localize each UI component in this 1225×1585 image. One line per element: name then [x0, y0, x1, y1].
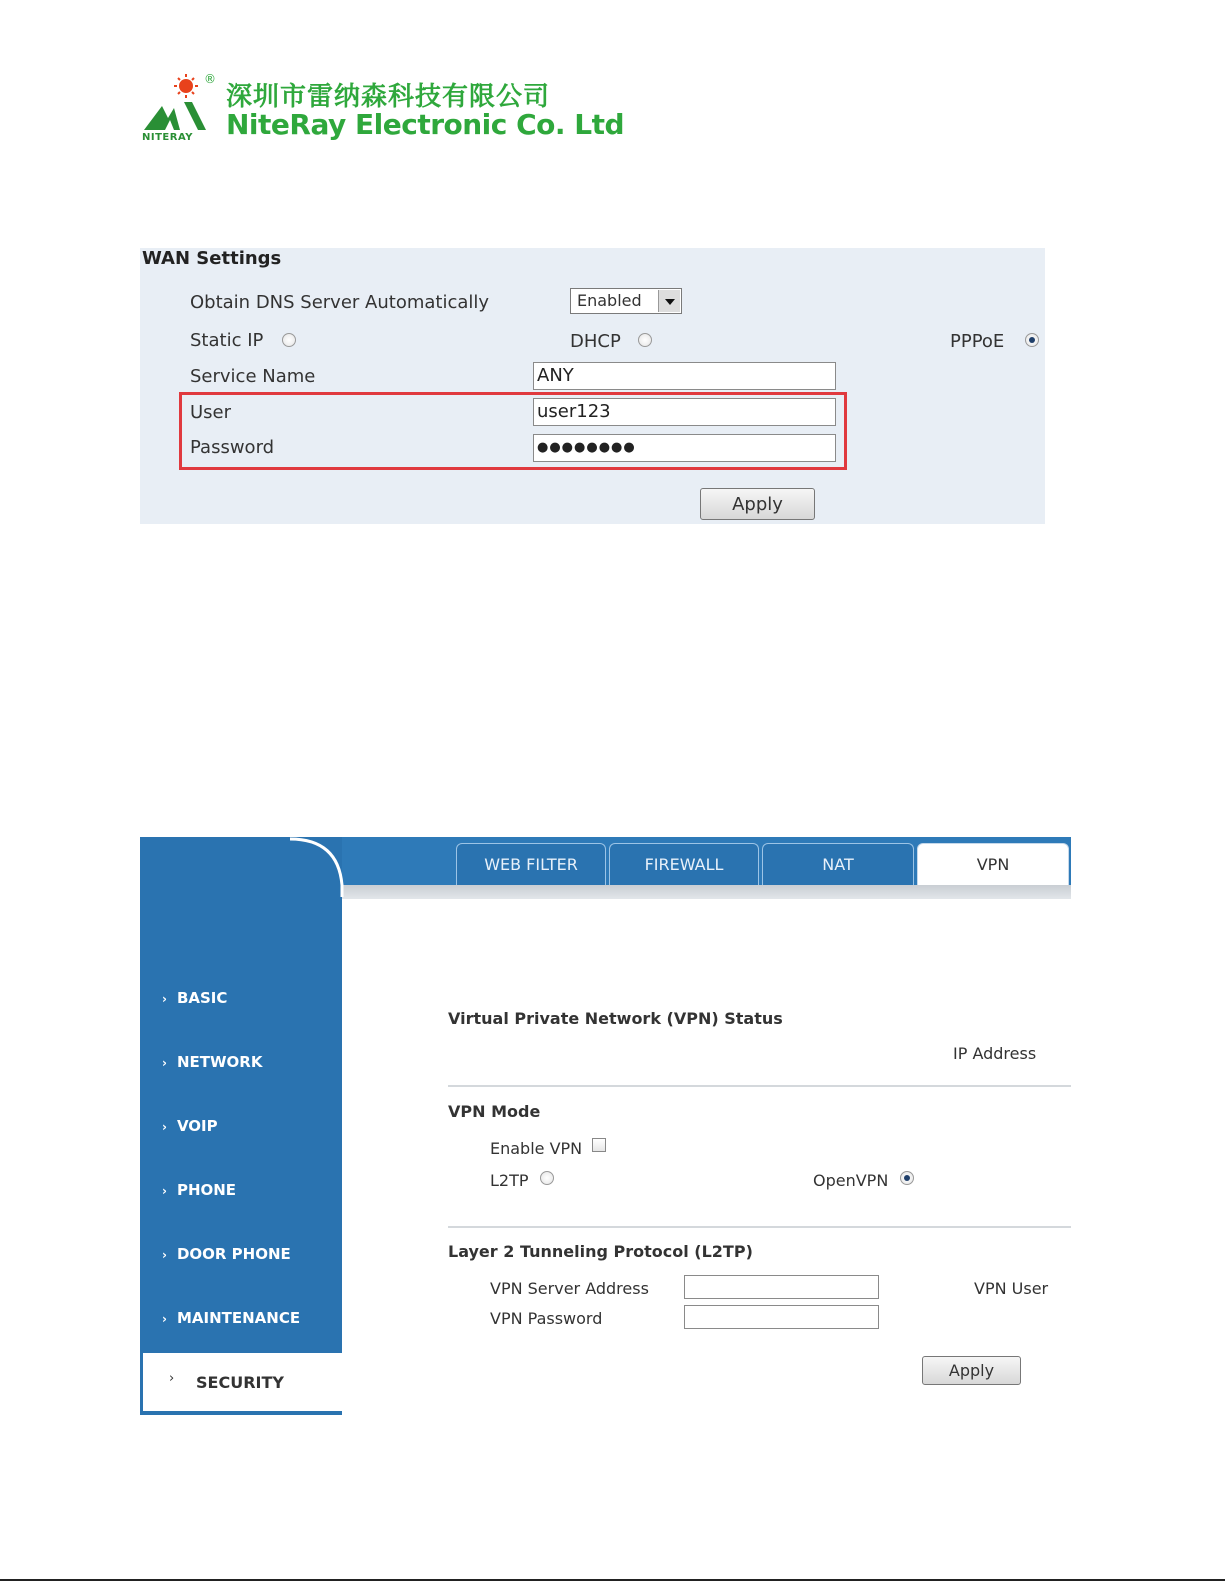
wan-settings-panel: [140, 248, 1045, 524]
company-logo: [140, 72, 625, 152]
vpn-status-title: Virtual Private Network (VPN) Status: [448, 1009, 783, 1028]
l2tp-section-title: Layer 2 Tunneling Protocol (L2TP): [448, 1242, 753, 1261]
dhcp-label: DHCP: [570, 331, 621, 352]
sidebar-item-basic[interactable]: [162, 989, 227, 1007]
sidebar-corner-curve: [290, 837, 350, 897]
chevron-right-icon: ›: [162, 1248, 167, 1262]
sidebar-item-label: DOOR PHONE: [176, 1245, 291, 1263]
user-label: User: [190, 402, 232, 423]
user-input[interactable]: user123: [533, 398, 836, 426]
chevron-right-icon: ›: [162, 1056, 167, 1070]
dns-auto-label: Obtain DNS Server Automatically: [190, 292, 490, 313]
vpn-password-label: VPN Password: [490, 1309, 603, 1328]
static-ip-radio[interactable]: [282, 333, 296, 347]
dns-auto-value: Enabled: [577, 291, 642, 310]
sidebar-item-door-phone[interactable]: [162, 1245, 291, 1263]
logo-mark-text: NITERAY: [142, 132, 193, 143]
sidebar-item-label: VOIP: [176, 1117, 218, 1135]
registered-mark: ®: [204, 72, 216, 86]
sidebar-item-label: MAINTENANCE: [176, 1309, 301, 1327]
wan-settings-title: WAN Settings: [142, 248, 282, 269]
sidebar-item-label: SECURITY: [196, 1373, 284, 1392]
vpn-user-label: VPN User: [974, 1279, 1049, 1298]
pppoe-label: PPPoE: [950, 331, 1005, 352]
sidebar-item-phone[interactable]: [162, 1181, 236, 1199]
sidebar-item-label: BASIC: [176, 989, 228, 1007]
sidebar-item-maintenance[interactable]: [162, 1309, 300, 1327]
dhcp-radio[interactable]: [638, 333, 652, 347]
sidebar-item-label: PHONE: [176, 1181, 237, 1199]
vpn-password-input[interactable]: [684, 1305, 879, 1329]
chevron-down-icon[interactable]: [658, 290, 680, 312]
chevron-right-icon: ›: [162, 1184, 167, 1198]
dns-auto-select[interactable]: [570, 288, 682, 314]
tab-firewall[interactable]: FIREWALL: [609, 843, 759, 885]
sidebar-item-security[interactable]: [140, 1353, 342, 1411]
sidebar-item-network[interactable]: [162, 1053, 262, 1071]
company-name-en: NiteRay Electronic Co. Ltd: [226, 108, 625, 141]
chevron-right-icon: ›: [162, 992, 167, 1006]
sidebar-item-label: NETWORK: [176, 1053, 263, 1071]
wan-apply-button[interactable]: Apply: [700, 488, 815, 520]
password-input[interactable]: ●●●●●●●●: [533, 434, 836, 462]
tab-nat[interactable]: NAT: [762, 843, 914, 885]
ip-address-label: IP Address: [953, 1044, 1037, 1063]
chevron-right-icon: ›: [169, 1371, 175, 1386]
tab-web-filter[interactable]: WEB FILTER: [456, 843, 606, 885]
l2tp-radio[interactable]: [540, 1171, 554, 1185]
static-ip-label: Static IP: [190, 330, 264, 351]
tab-vpn[interactable]: VPN: [917, 843, 1069, 885]
vpn-admin-screen: [140, 837, 1071, 1415]
chevron-right-icon: ›: [162, 1312, 167, 1326]
page-bottom-rule: [0, 1579, 1225, 1581]
openvpn-label: OpenVPN: [813, 1171, 889, 1190]
vpn-server-address-input[interactable]: [684, 1275, 879, 1299]
l2tp-label: L2TP: [490, 1171, 529, 1190]
chevron-right-icon: ›: [162, 1120, 167, 1134]
vpn-apply-button[interactable]: Apply: [922, 1356, 1021, 1385]
service-name-label: Service Name: [190, 366, 316, 387]
section-divider: [448, 1226, 1071, 1228]
company-name-cn: 深圳市雷纳森科技有限公司: [226, 82, 551, 112]
content-header-strip: [340, 885, 1071, 899]
openvpn-radio[interactable]: [900, 1171, 914, 1185]
enable-vpn-label: Enable VPN: [490, 1139, 583, 1158]
enable-vpn-checkbox[interactable]: [592, 1138, 606, 1152]
password-label: Password: [190, 437, 275, 458]
pppoe-radio[interactable]: [1025, 333, 1039, 347]
service-name-input[interactable]: ANY: [533, 362, 836, 390]
section-divider: [448, 1085, 1071, 1087]
vpn-mode-title: VPN Mode: [448, 1102, 541, 1121]
sidebar-item-voip[interactable]: [162, 1117, 218, 1135]
vpn-server-address-label: VPN Server Address: [490, 1279, 649, 1298]
